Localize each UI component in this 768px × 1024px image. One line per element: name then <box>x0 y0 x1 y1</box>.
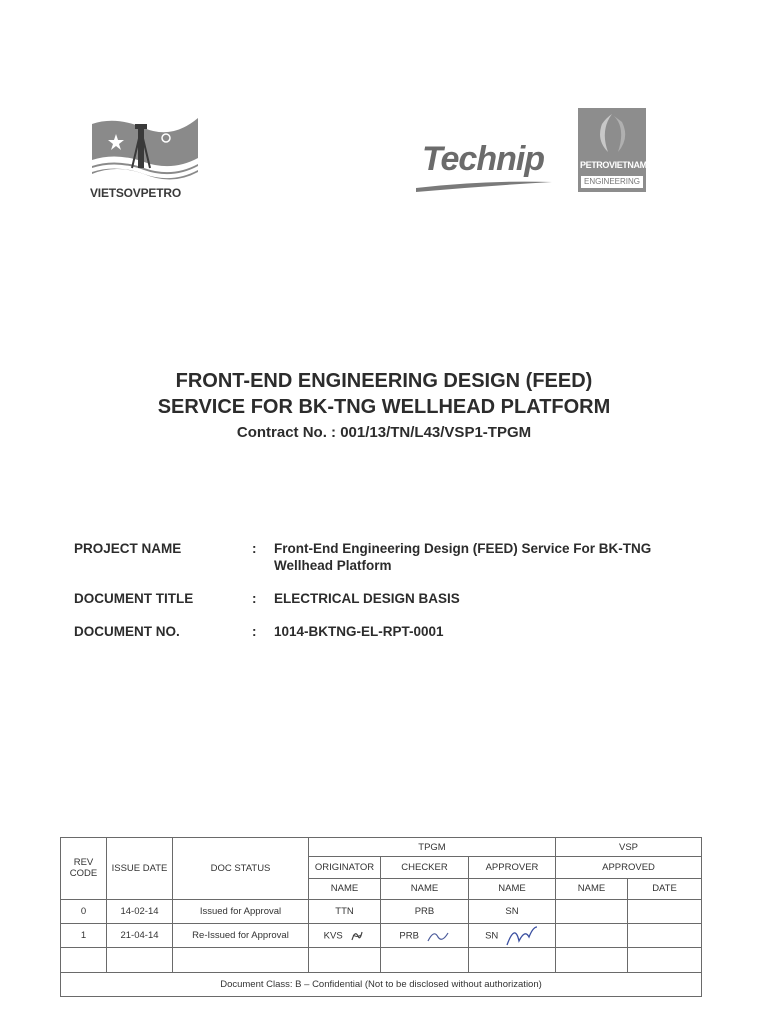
issue-date-header: ISSUE DATE <box>107 838 173 900</box>
info-row-project-name <box>74 540 694 574</box>
date-header: DATE <box>628 878 702 899</box>
checker-name: PRB <box>399 930 419 942</box>
vsp-name-cell <box>556 924 628 948</box>
info-colon: : <box>252 624 257 639</box>
empty-cell <box>173 948 309 972</box>
table-row <box>61 899 702 923</box>
signature-icon <box>426 927 450 945</box>
vietsovpetro-logo <box>86 112 206 202</box>
document-class-note: Document Class: B – Confidential (Not to be disclosed without authorization) <box>61 972 702 996</box>
doc-status-header: DOC STATUS <box>173 838 309 900</box>
status-cell: Re-Issued for Approval <box>173 924 309 948</box>
info-colon: : <box>252 541 257 556</box>
approved-header: APPROVED <box>556 857 702 878</box>
name-header: NAME <box>556 878 628 899</box>
rev-cell: 0 <box>61 899 107 923</box>
vietsovpetro-logo-text: VIETSOVPETRO <box>90 186 181 200</box>
table-footer-row <box>61 972 702 996</box>
checker-cell <box>381 924 469 948</box>
info-value: ELECTRICAL DESIGN BASIS <box>274 591 460 606</box>
petrovietnam-logo <box>578 108 646 192</box>
name-header: NAME <box>381 878 469 899</box>
date-cell: 21-04-14 <box>107 924 173 948</box>
info-label: DOCUMENT TITLE <box>74 591 194 606</box>
title-line-2: SERVICE FOR BK-TNG WELLHEAD PLATFORM <box>157 396 611 418</box>
revision-table <box>60 837 702 997</box>
name-header: NAME <box>469 878 556 899</box>
approver-name: SN <box>485 930 499 942</box>
vsp-header: VSP <box>556 838 702 857</box>
table-header-row <box>61 838 702 857</box>
vsp-date-cell <box>628 899 702 923</box>
approver-cell: SN <box>469 899 556 923</box>
title-line-1: FRONT-END ENGINEERING DESIGN (FEED) <box>175 370 593 392</box>
rev-cell: 1 <box>61 924 107 948</box>
vsp-date-cell <box>628 924 702 948</box>
technip-swoosh-icon <box>414 178 554 192</box>
document-title-block <box>0 368 768 441</box>
table-row <box>61 924 702 948</box>
originator-name: KVS <box>323 930 343 942</box>
checker-cell: PRB <box>381 899 469 923</box>
document-info <box>74 540 694 656</box>
info-label: PROJECT NAME <box>74 541 182 556</box>
info-value: 1014-BKTNG-EL-RPT-0001 <box>274 624 444 639</box>
empty-cell <box>381 948 469 972</box>
info-row-document-title <box>74 590 694 607</box>
approver-cell <box>469 924 556 948</box>
info-row-document-no <box>74 623 694 640</box>
originator-header: ORIGINATOR <box>309 857 381 878</box>
checker-header: CHECKER <box>381 857 469 878</box>
date-cell: 14-02-14 <box>107 899 173 923</box>
signature-icon <box>505 925 539 947</box>
tpgm-header: TPGM <box>309 838 556 857</box>
status-cell: Issued for Approval <box>173 899 309 923</box>
rev-code-header: REV CODE <box>61 838 107 900</box>
petrovietnam-engineering-text: ENGINEERING <box>581 176 643 188</box>
technip-logo <box>414 140 554 192</box>
vsp-name-cell <box>556 899 628 923</box>
originator-cell <box>309 924 381 948</box>
flame-icon <box>578 108 646 158</box>
contract-number: Contract No. : 001/13/TN/L43/VSP1-TPGM <box>236 424 532 441</box>
empty-cell <box>107 948 173 972</box>
info-colon: : <box>252 591 257 606</box>
vietsovpetro-flag-icon <box>86 112 206 186</box>
signature-icon <box>349 928 365 944</box>
empty-cell <box>556 948 628 972</box>
empty-cell <box>61 948 107 972</box>
approver-header: APPROVER <box>469 857 556 878</box>
originator-cell: TTN <box>309 899 381 923</box>
empty-cell <box>469 948 556 972</box>
name-header: NAME <box>309 878 381 899</box>
empty-cell <box>309 948 381 972</box>
info-label: DOCUMENT NO. <box>74 624 180 639</box>
petrovietnam-logo-text: PETROVIETNAM <box>580 160 647 170</box>
technip-logo-text: Technip <box>422 140 545 178</box>
table-row <box>61 948 702 972</box>
empty-cell <box>628 948 702 972</box>
info-value: Front-End Engineering Design (FEED) Service For BK-TNG Wellhead Platform <box>274 541 652 573</box>
